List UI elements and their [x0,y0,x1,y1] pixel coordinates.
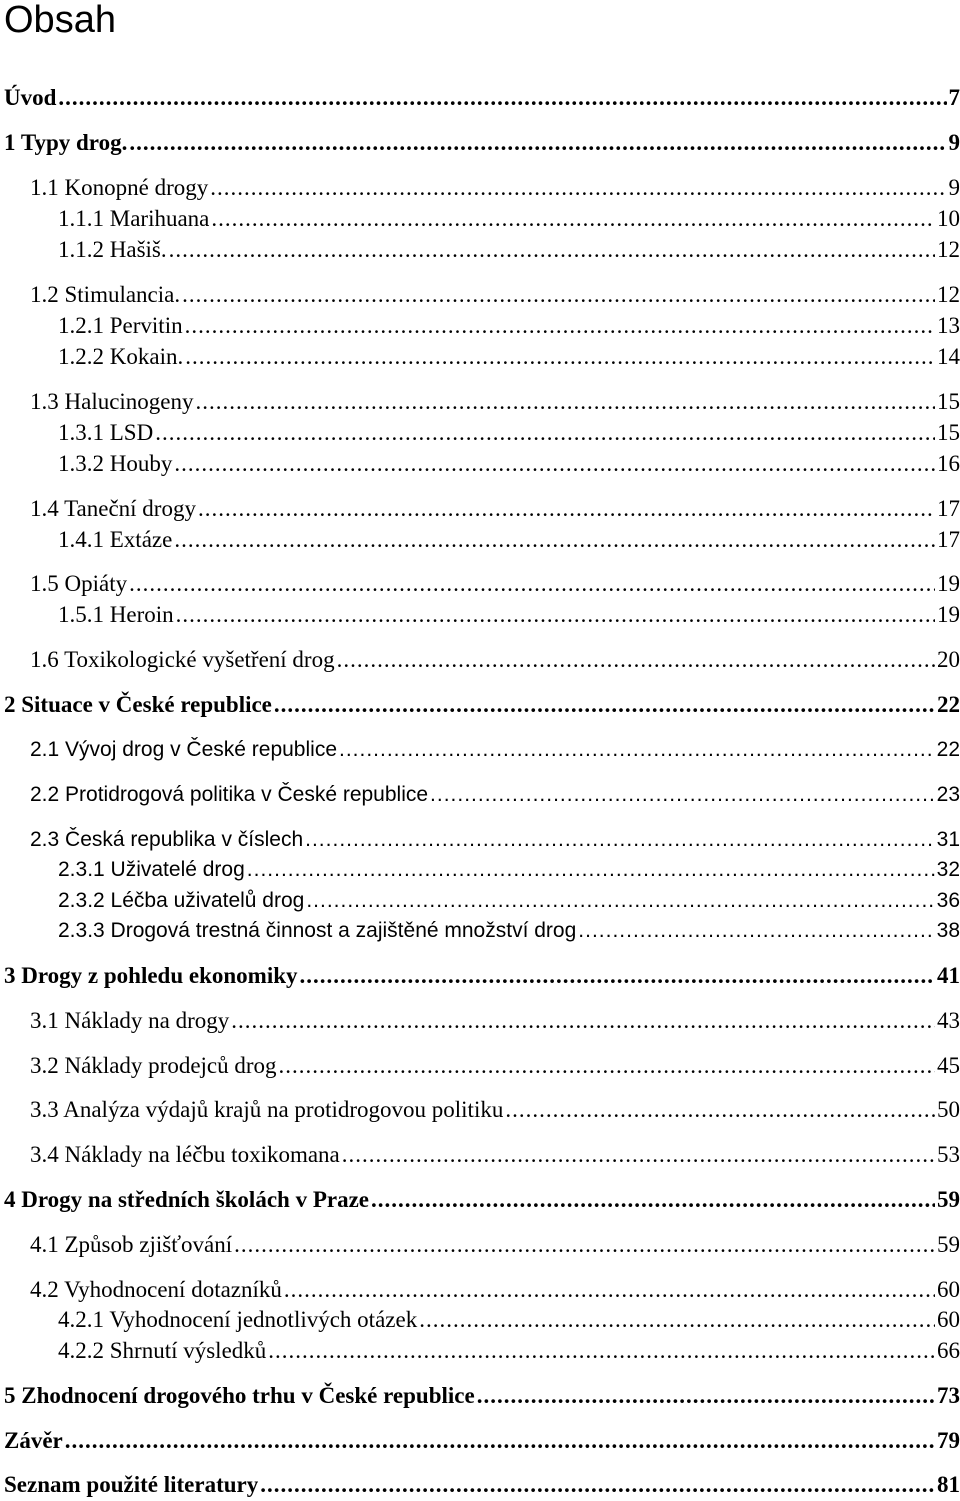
toc-entry[interactable] [4,1382,960,1410]
toc-dot-leader [505,1096,935,1124]
toc-entry[interactable] [4,1186,960,1214]
toc-entry-label: 1.4 Taneční drogy [30,496,196,521]
toc-entry[interactable] [58,917,960,945]
toc-entry-page-number: 32 [936,858,960,881]
toc-dot-leader [342,1141,935,1169]
toc-entry[interactable] [30,388,960,416]
toc-entry-page-number: 19 [937,571,960,596]
toc-entry-page-number: 59 [937,1232,960,1257]
toc-entry-label: Úvod [4,85,57,110]
toc-entry-label: 3 Drogy z pohledu ekonomiky [4,963,298,988]
toc-entry-page-number: 79 [937,1428,960,1453]
toc-entry-page-number: 14 [937,344,960,369]
toc-entry-label: 1.3.2 Houby [58,451,173,476]
toc-entry-label: Závěr [4,1428,63,1453]
toc-dot-leader [176,601,935,629]
toc-entry-page-number: 20 [937,647,960,672]
toc-entry-page-number: 13 [937,313,960,338]
toc-entry-page-number: 10 [937,206,960,231]
toc-entry[interactable] [30,1276,960,1304]
toc-entry-label: 1.5 Opiáty [30,571,128,596]
toc-entry-page-number: 17 [937,527,960,552]
toc-entry-label: 1.3 Halucinogeny [30,389,194,414]
toc-entry[interactable] [30,781,960,809]
toc-entry-page-number: 81 [937,1472,960,1497]
toc-entry[interactable] [30,1096,960,1124]
toc-entry-page-number: 12 [937,282,960,307]
toc-dot-leader [305,826,935,854]
toc-dot-leader [247,856,935,884]
toc-entry-page-number: 31 [936,828,960,851]
toc-entry[interactable] [30,1007,960,1035]
toc-dot-leader [155,419,935,447]
toc-entry-label: 4 Drogy na středních školách v Praze [4,1187,370,1212]
toc-entry-page-number: 12 [937,237,960,262]
toc-entry-label: 1.2.2 Kokain. [58,344,184,369]
toc-entry-page-number: 22 [937,692,960,717]
toc-entry-label: 2.2 Protidrogová politika v České republice [30,783,429,806]
toc-entry[interactable] [4,1471,960,1499]
toc-entry-label: 2.3.3 Drogová trestná činnost a zajištěné množství drog [58,919,577,942]
toc-entry[interactable] [30,281,960,309]
toc-entry[interactable] [58,1337,960,1365]
toc-entry-label: 2 Situace v České republice [4,692,272,717]
toc-dot-leader [174,450,935,478]
toc-entry[interactable] [30,570,960,598]
toc-entry-page-number: 53 [937,1142,960,1167]
toc-entry-page-number: 9 [948,130,960,155]
toc-dot-leader [196,388,935,416]
toc-entry-page-number: 23 [936,783,960,806]
toc-entry-label: 4.2.1 Vyhodnocení jednotlivých otázek [58,1307,418,1332]
toc-entry[interactable] [58,205,960,233]
toc-dot-leader [274,691,935,719]
toc-entry[interactable] [58,1306,960,1334]
toc-entry-label: 3.1 Náklady na drogy [30,1008,230,1033]
toc-dot-leader [182,281,935,309]
toc-entry-label: 3.4 Náklady na léčbu toxikomana [30,1142,340,1167]
toc-entry-label: 1.1 Konopné drogy [30,175,209,200]
toc-entry[interactable] [58,312,960,340]
toc-entry-page-number: 66 [937,1338,960,1363]
toc-dot-leader [578,917,934,945]
toc-dot-leader [430,781,935,809]
toc-dot-leader [268,1337,935,1365]
toc-dot-leader [260,1471,935,1499]
toc-dot-leader [284,1276,935,1304]
toc-dot-leader [169,236,935,264]
toc-dot-leader [231,1007,935,1035]
toc-dot-leader [185,312,935,340]
toc-entry-label: 1.1.2 Hašiš. [58,237,167,262]
toc-entry[interactable] [30,826,960,854]
toc-entry-label: 1.2.1 Pervitin [58,313,183,338]
toc-entry-label: 2.3.2 Léčba uživatelů drog [58,889,305,912]
toc-entry-page-number: 50 [937,1097,960,1122]
toc-entry-label: Seznam použité literatury [4,1472,259,1497]
toc-entry[interactable] [30,174,960,202]
toc-entry-page-number: 41 [937,963,960,988]
toc-dot-leader [129,129,946,157]
toc-entry-page-number: 9 [948,175,960,200]
toc-entry[interactable] [4,962,960,990]
toc-entry[interactable] [4,84,960,112]
toc-entry-label: 2.3 Česká republika v číslech [30,828,304,851]
toc-entry-page-number: 15 [937,420,960,445]
toc-entry-page-number: 16 [937,451,960,476]
toc-entry-page-number: 59 [937,1187,960,1212]
toc-entry-page-number: 60 [937,1277,960,1302]
toc-entry-page-number: 36 [936,889,960,912]
toc-entry[interactable] [58,887,960,915]
toc-entry-label: 4.2.2 Shrnutí výsledků [58,1338,267,1363]
page-title: Obsah [4,0,116,41]
toc-dot-leader [211,205,935,233]
toc-dot-leader [337,646,935,674]
toc-entry[interactable] [4,129,960,157]
toc-entry-page-number: 17 [937,496,960,521]
toc-entry[interactable] [58,343,960,371]
toc-entry[interactable] [58,450,960,478]
toc-entry-page-number: 45 [937,1053,960,1078]
toc-dot-leader [300,962,935,990]
toc-entry[interactable] [58,419,960,447]
toc-entry-page-number: 7 [948,85,960,110]
toc-dot-leader [174,526,935,554]
toc-dot-leader [210,174,946,202]
toc-dot-leader [279,1052,935,1080]
toc-entry[interactable] [4,1427,960,1455]
toc-entry-label: 1.2 Stimulancia. [30,282,181,307]
toc-entry-label: 1.3.1 LSD [58,420,154,445]
toc-dot-leader [419,1306,935,1334]
toc-entry-page-number: 19 [937,602,960,627]
toc-dot-leader [129,570,935,598]
toc-entry[interactable] [58,856,960,884]
toc-entry-label: 1.1.1 Marihuana [58,206,210,231]
toc-entry-label: 3.3 Analýza výdajů krajů na protidrogovou politiku [30,1097,504,1122]
toc-entry-page-number: 15 [937,389,960,414]
toc-entry-label: 1.4.1 Extáze [58,527,173,552]
toc-dot-leader [477,1382,935,1410]
toc-entry-label: 2.3.1 Uživatelé drog [58,858,245,881]
toc-dot-leader [339,736,935,764]
toc-dot-leader [371,1186,935,1214]
toc-dot-leader [185,343,935,371]
toc-entry-label: 1.6 Toxikologické vyšetření drog [30,647,335,672]
toc-entry-label: 5 Zhodnocení drogového trhu v České republice [4,1383,475,1408]
toc-entry[interactable] [30,736,960,764]
toc-entry[interactable] [58,601,960,629]
toc-entry[interactable] [58,236,960,264]
toc-entry[interactable] [58,526,960,554]
toc-entry[interactable] [30,1231,960,1259]
toc-entry-page-number: 22 [936,738,960,761]
toc-dot-leader [234,1231,935,1259]
toc-entry-label: 4.2 Vyhodnocení dotazníků [30,1277,282,1302]
toc-dot-leader [306,887,934,915]
toc-entry-page-number: 43 [937,1008,960,1033]
toc-dot-leader [65,1427,935,1455]
toc-entry-page-number: 38 [936,919,960,942]
toc-entry-label: 3.2 Náklady prodejců drog [30,1053,277,1078]
toc-entry[interactable] [30,646,960,674]
toc-entry[interactable] [30,1141,960,1169]
toc-entry-label: 2.1 Vývoj drog v České republice [30,738,337,761]
toc-entry-label: 1.5.1 Heroin [58,602,174,627]
toc-entry-page-number: 60 [937,1307,960,1332]
toc-entry-label: 4.1 Způsob zjišťování [30,1232,233,1257]
toc-entry[interactable] [30,1052,960,1080]
toc-entry-page-number: 73 [937,1383,960,1408]
toc-entry-label: 1 Typy drog. [4,130,128,155]
toc-entry[interactable] [4,691,960,719]
toc-dot-leader [198,495,935,523]
toc-dot-leader [58,84,946,112]
toc-entry[interactable] [30,495,960,523]
